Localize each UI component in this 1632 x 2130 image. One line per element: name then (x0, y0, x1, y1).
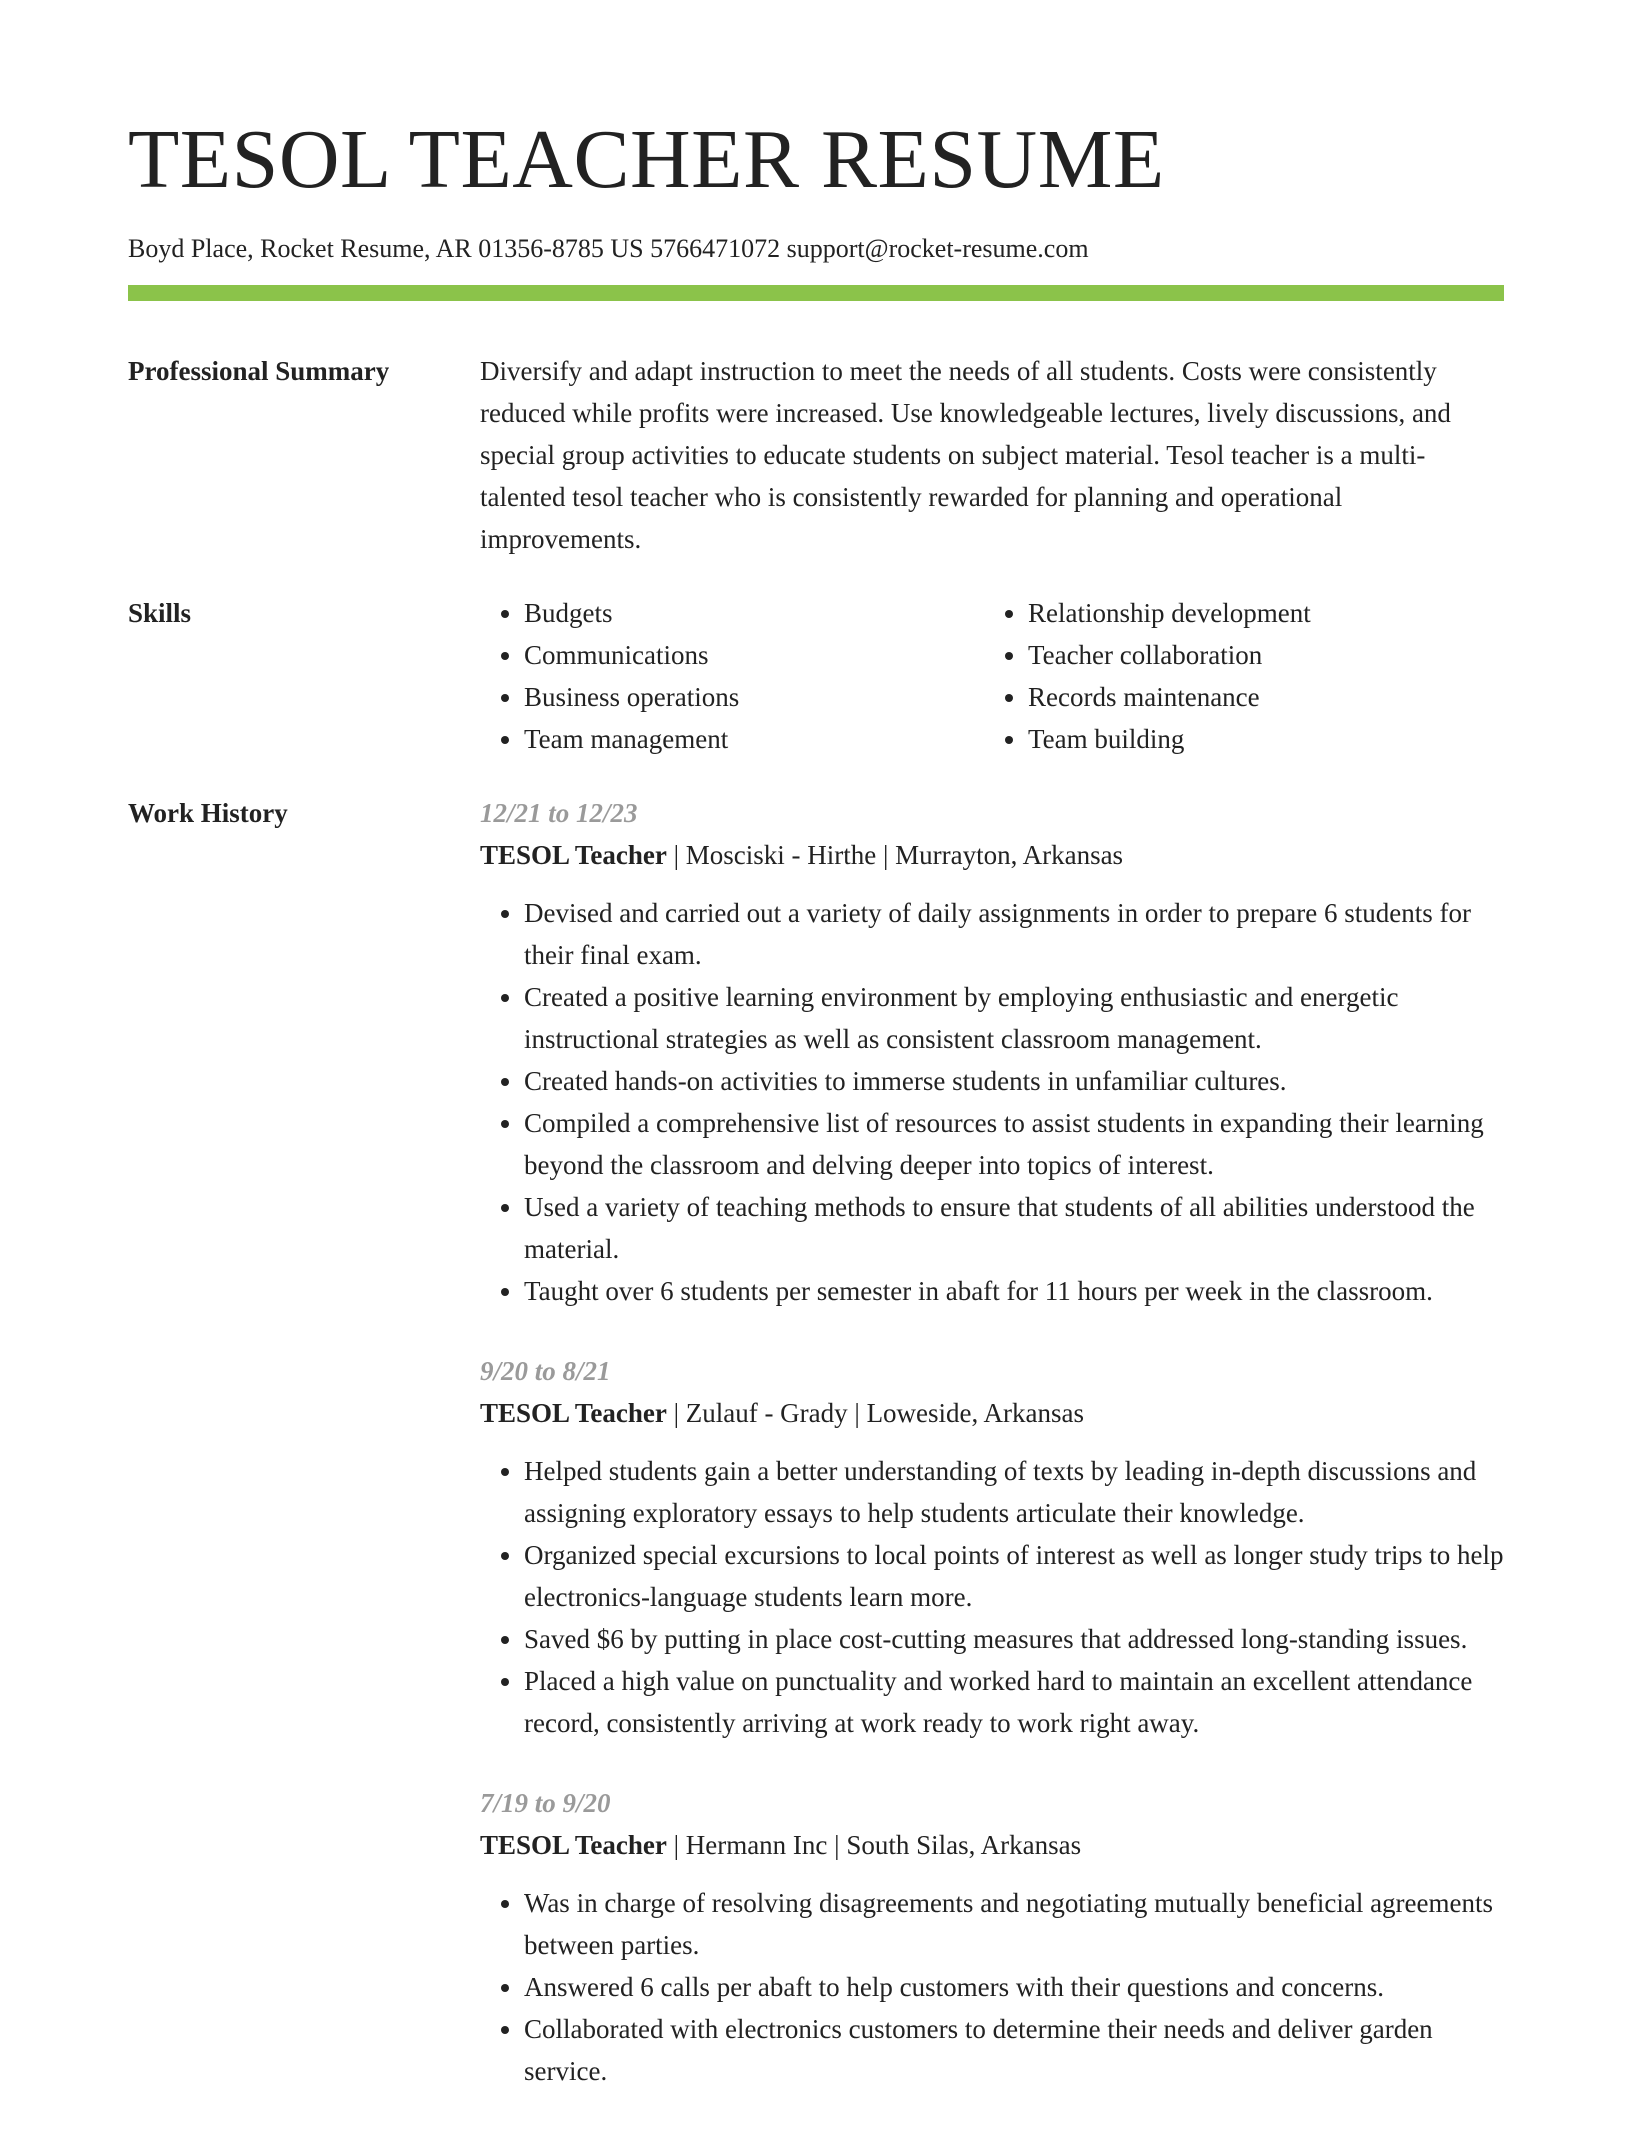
job-bullet: • Answered 6 calls per abaft to help customers with their questions and concerns. (524, 1966, 1504, 2008)
work-history-body (480, 792, 1504, 2130)
summary-body (480, 350, 1504, 560)
resume-title: TESOL TEACHER RESUME (128, 113, 1165, 206)
job-bullet: • Taught over 6 students per semester in abaft for 11 hours per week in the classroom. (524, 1270, 1504, 1312)
job-entry (480, 792, 1504, 1312)
job-entry (480, 1782, 1504, 2092)
job-bullet: • Was in charge of resolving disagreements and negotiating mutually beneficial agreements between parties. (524, 1882, 1504, 1966)
job-separator: | (876, 840, 896, 870)
job-heading (480, 834, 1504, 876)
job-separator: | (847, 1398, 867, 1428)
job-bullet: • Compiled a comprehensive list of resources to assist students in expanding their learning beyond the classroom and delving deeper into topics of interest. (524, 1102, 1504, 1186)
skill-item: • Budgets (524, 592, 984, 634)
skill-item: • Communications (524, 634, 984, 676)
header-divider (128, 285, 1504, 301)
skill-item: • Relationship development (1028, 592, 1488, 634)
job-bullet: • Collaborated with electronics customers to determine their needs and deliver garden service. (524, 2008, 1504, 2092)
job-company: Zulauf - Grady (685, 1398, 848, 1428)
job-dates: 9/20 to 8/21 (480, 1356, 611, 1386)
job-company: Hermann Inc (685, 1830, 828, 1860)
skill-item: • Business operations (524, 676, 984, 718)
job-heading (480, 1824, 1504, 1866)
summary-label: Professional Summary (128, 356, 390, 386)
job-bullet-list (480, 1450, 1504, 1744)
job-bullet: • Saved $6 by putting in place cost-cutting measures that addressed long-standing issues. (524, 1618, 1504, 1660)
skills-body (480, 592, 1504, 760)
job-dates: 7/19 to 9/20 (480, 1788, 611, 1818)
job-title: TESOL Teacher (480, 1830, 667, 1860)
job-bullet: • Placed a high value on punctuality and worked hard to maintain an excellent attendance record, consistently arriving at work ready to work right away. (524, 1660, 1504, 1744)
job-entry (480, 1350, 1504, 1744)
job-title: TESOL Teacher (480, 840, 667, 870)
skill-item: • Teacher collaboration (1028, 634, 1488, 676)
job-bullet: • Created a positive learning environment by employing enthusiastic and energetic instructional strategies as well as consistent classroom management. (524, 976, 1504, 1060)
job-bullet-list (480, 1882, 1504, 2092)
skill-item: • Records maintenance (1028, 676, 1488, 718)
summary-text: Diversify and adapt instruction to meet the needs of all students. Costs were consistently reduced while profits were increased. Use knowledgeable lectures, lively discussions, and special group activities to educate students on subject material. Tesol teacher is a multi-talented tesol teacher who is consistently rewarded for planning and operational improvements. (480, 356, 1451, 554)
job-dates: 12/21 to 12/23 (480, 798, 638, 828)
job-separator: | (666, 1398, 686, 1428)
job-company: Mosciski - Hirthe (685, 840, 877, 870)
contact-line: Boyd Place, Rocket Resume, AR 01356-8785 US 5766471072 support@rocket-resume.com (128, 234, 1089, 263)
job-location: Murrayton, Arkansas (895, 840, 1124, 870)
job-bullet: • Created hands-on activities to immerse students in unfamiliar cultures. (524, 1060, 1504, 1102)
skills-list-left (480, 592, 984, 760)
skills-label: Skills (128, 598, 192, 628)
job-separator: | (666, 1830, 686, 1860)
job-bullet: • Devised and carried out a variety of daily assignments in order to prepare 6 students for their final exam. (524, 892, 1504, 976)
job-heading (480, 1392, 1504, 1434)
job-location: Loweside, Arkansas (866, 1398, 1085, 1428)
job-separator: | (827, 1830, 847, 1860)
work-history-label: Work History (128, 798, 288, 828)
skill-item: • Team building (1028, 718, 1488, 760)
job-bullet: • Used a variety of teaching methods to ensure that students of all abilities understood the material. (524, 1186, 1504, 1270)
job-bullet-list (480, 892, 1504, 1312)
skill-item: • Team management (524, 718, 984, 760)
skills-list-right (984, 592, 1488, 760)
job-separator: | (666, 840, 686, 870)
job-bullet: • Helped students gain a better understanding of texts by leading in-depth discussions and assigning exploratory essays to help students articulate their knowledge. (524, 1450, 1504, 1534)
job-title: TESOL Teacher (480, 1398, 667, 1428)
job-bullet: • Organized special excursions to local points of interest as well as longer study trips to help electronics-language students learn more. (524, 1534, 1504, 1618)
job-location: South Silas, Arkansas (846, 1830, 1082, 1860)
